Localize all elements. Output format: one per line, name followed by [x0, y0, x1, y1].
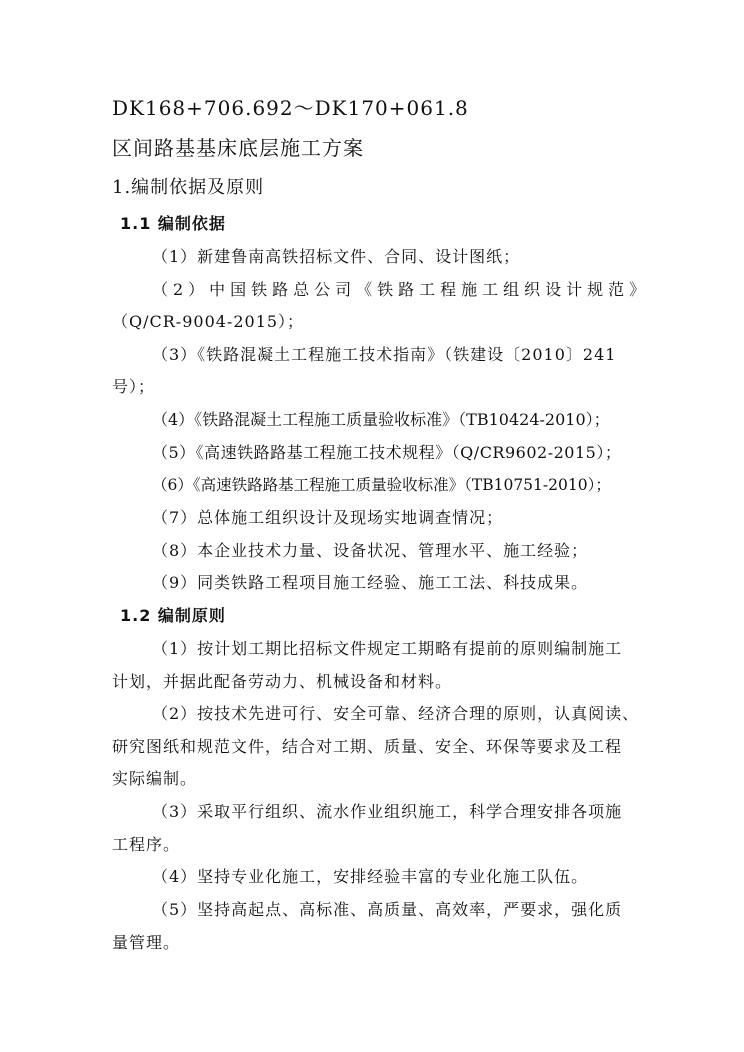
- basis-item-3-cont: 号）；: [112, 377, 156, 396]
- principle-item-3: （3）采取平行组织、流水作业组织施工，科学合理安排各项施: [152, 802, 623, 821]
- principle-item-1: （1）按计划工期比招标文件规定工期略有提前的原则编制施工: [152, 639, 623, 658]
- principle-item-1-cont: 计划，并据此配备劳动力、机械设备和材料。: [112, 672, 453, 691]
- principle-item-5-cont: 量管理。: [112, 933, 181, 952]
- basis-item-5: （5）《高速铁路路基工程施工技术规程》（Q/CR9602-2015）；: [152, 443, 622, 462]
- principle-item-4: （4）坚持专业化施工，安排经验丰富的专业化施工队伍。: [152, 867, 589, 886]
- basis-item-8: （8）本企业技术力量、设备状况、管理水平、施工经验；: [152, 541, 589, 560]
- basis-item-1: （1）新建鲁南高铁招标文件、合同、设计图纸；: [152, 247, 521, 266]
- basis-item-7: （7）总体施工组织设计及现场实地调查情况；: [152, 508, 504, 527]
- basis-item-9: （9）同类铁路工程项目施工经验、施工工法、科技成果。: [152, 573, 589, 592]
- basis-item-2: （2）中国铁路总公司《铁路工程施工组织设计规范》: [152, 280, 651, 299]
- title-line-1: DK168+706.692～DK170+061.8: [112, 96, 469, 120]
- principle-item-5: （5）坚持高起点、高标准、高质量、高效率，严要求，强化质: [152, 900, 623, 919]
- basis-item-6: （6）《高速铁路路基工程施工质量验收标准》（TB10751-2010）；: [152, 476, 611, 494]
- basis-item-4: （4）《铁路混凝土工程施工质量验收标准》（TB10424-2010）；: [152, 410, 610, 429]
- basis-item-2-cont: （Q/CR-9004-2015）；: [112, 312, 305, 331]
- title-line-2: 区间路基基床底层施工方案: [112, 136, 364, 160]
- principle-item-2-cont-2: 实际编制。: [112, 769, 198, 788]
- section-1-1-heading: 1.1 编制依据: [120, 214, 226, 233]
- basis-item-3: （3）《铁路混凝土工程施工技术指南》（铁建设〔2010〕241: [152, 345, 617, 364]
- section-1-2-heading: 1.2 编制原则: [120, 606, 226, 625]
- principle-item-3-cont: 工程序。: [112, 835, 181, 854]
- section-1-heading: 1.编制依据及原则: [112, 177, 265, 198]
- principle-item-2: （2）按技术先进可行、安全可靠、经济合理的原则，认真阅读、: [152, 704, 640, 723]
- principle-item-2-cont-1: 研究图纸和规范文件，结合对工期、质量、安全、环保等要求及工程: [112, 737, 623, 756]
